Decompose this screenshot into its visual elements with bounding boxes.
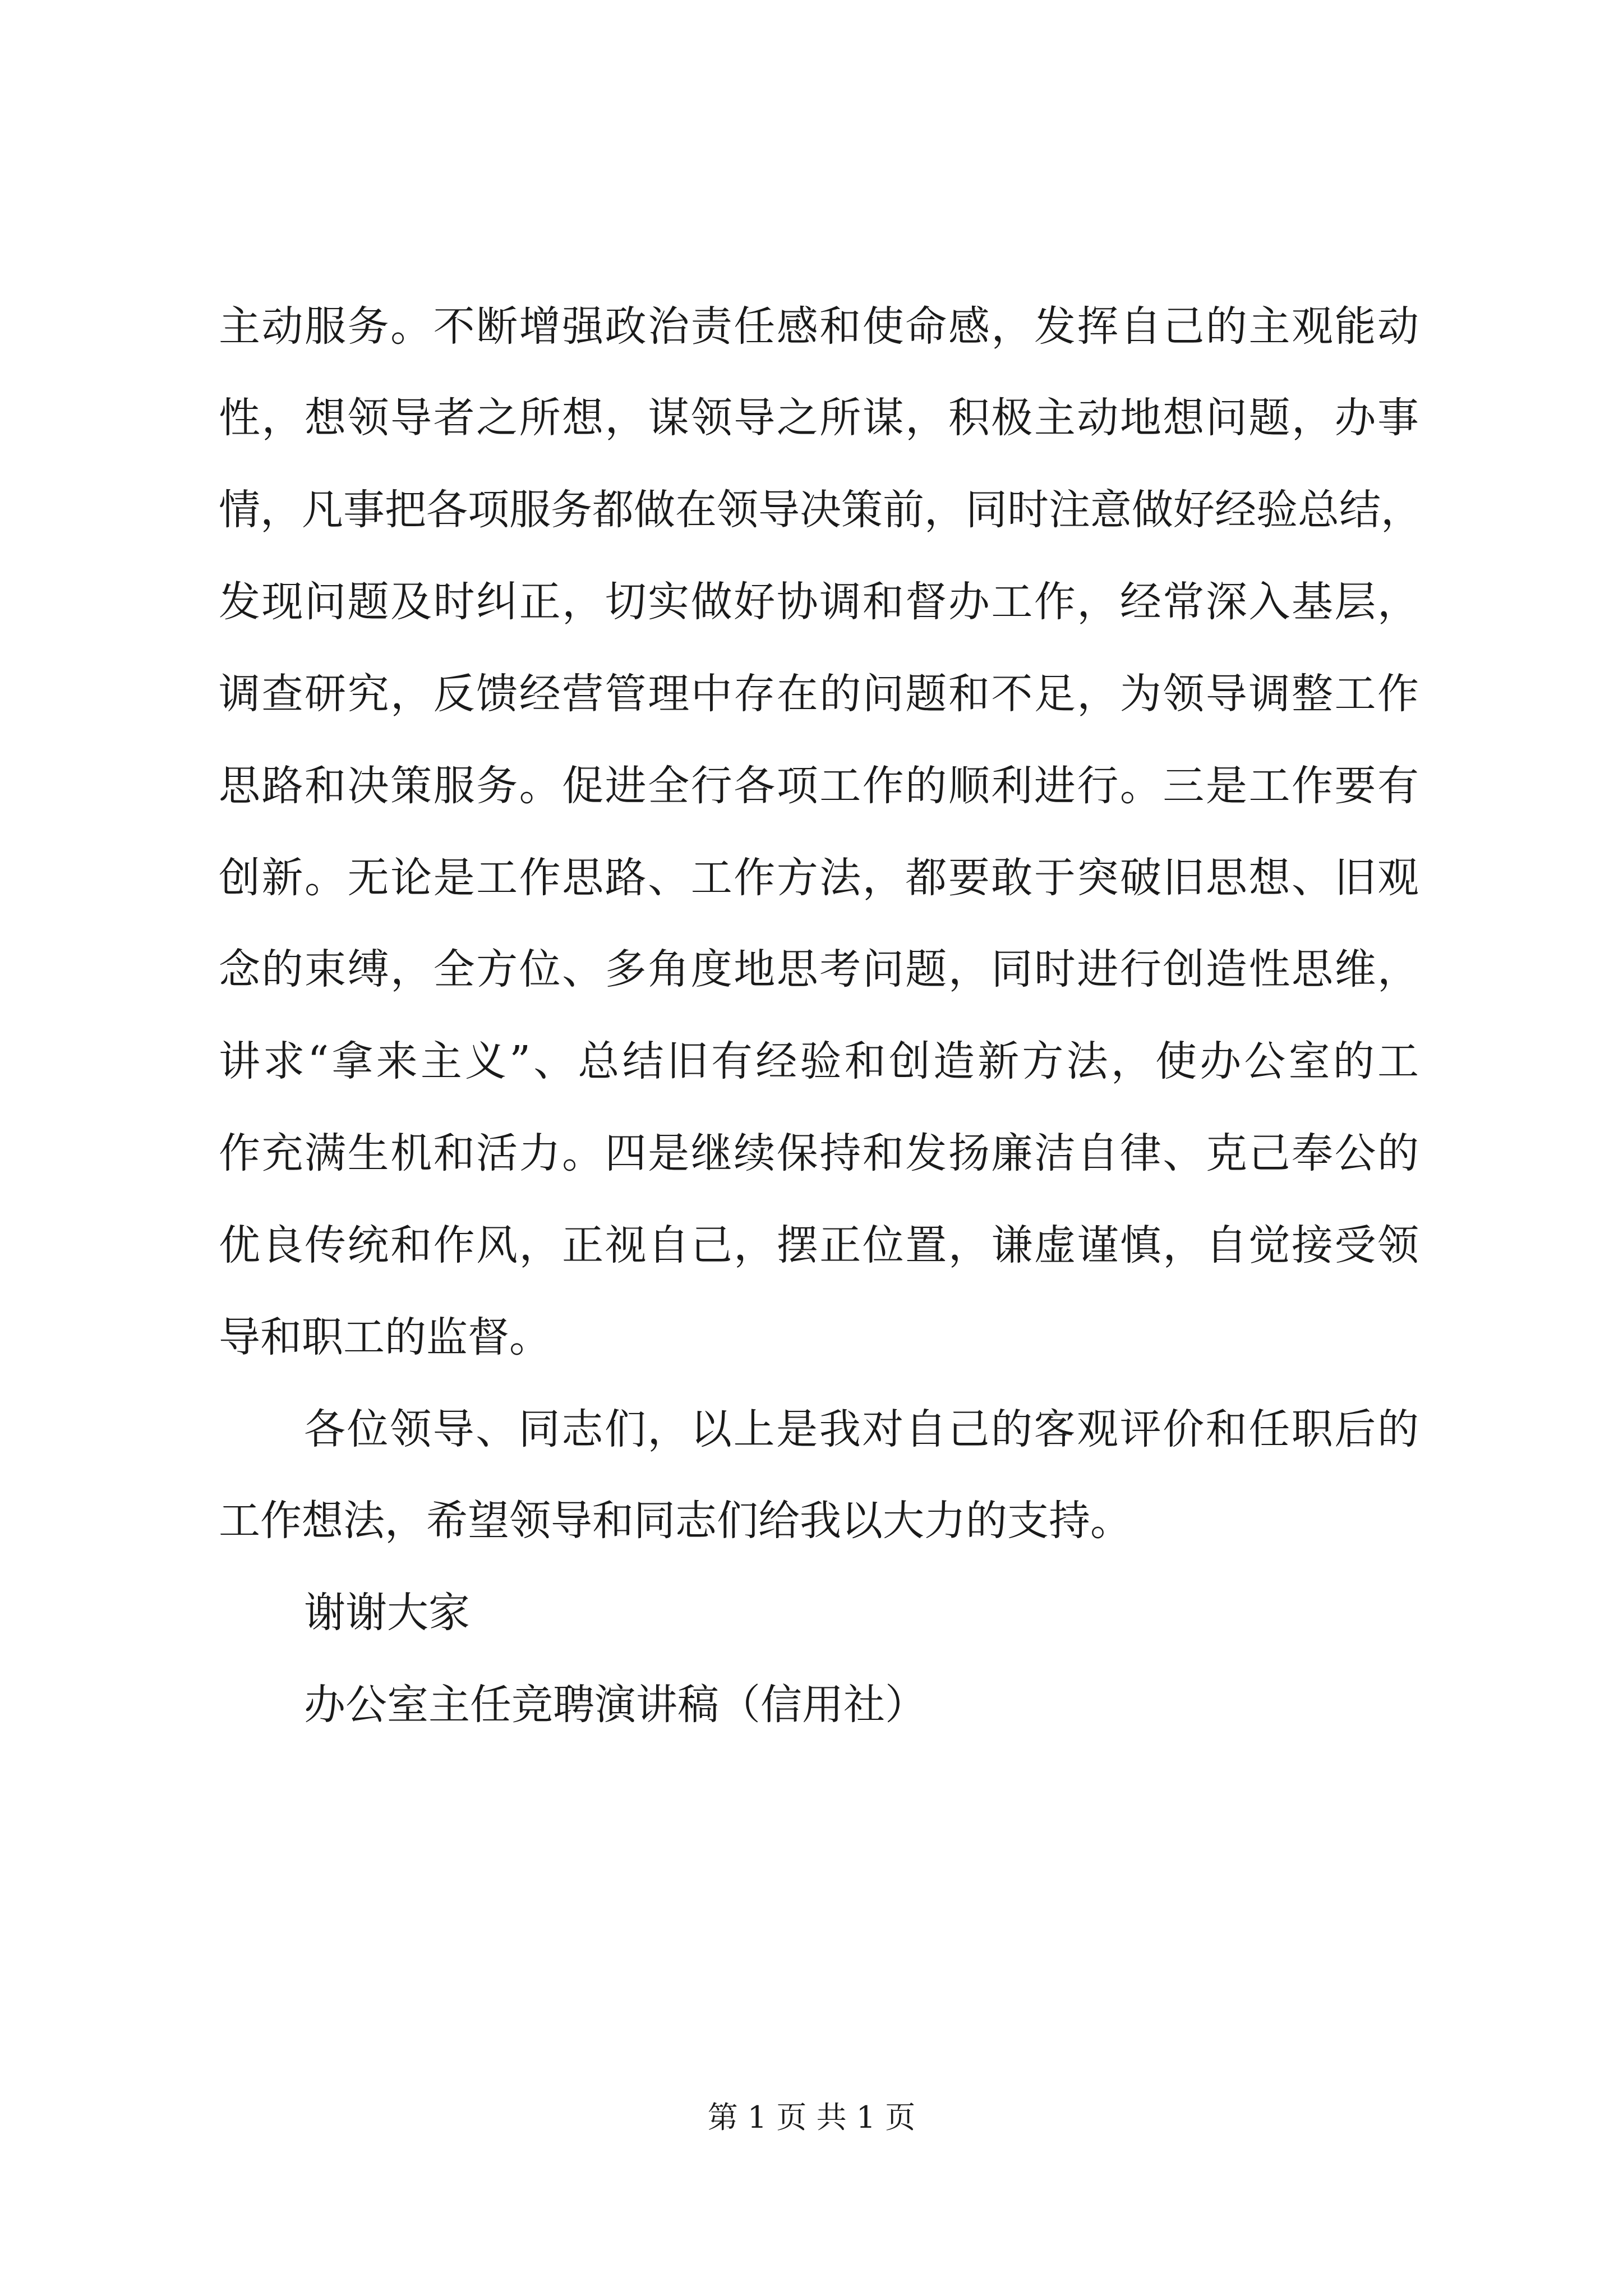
paragraph-line: 主动服务。不断增强政治责任感和使命感，发挥自己的主观能动 [219,302,1419,351]
paragraph-line: 讲求“拿来主义”、总结旧有经验和创造新方法，使办公室的工 [219,1037,1419,1085]
closing-line: 谢谢大家 [304,1589,470,1637]
paragraph-line: 念的束缚，全方位、多角度地思考问题，同时进行创造性思维， [219,945,1419,993]
paragraph-line: 思路和决策服务。促进全行各项工作的顺利进行。三是工作要有 [219,762,1419,810]
page-number-footer: 第 1 页 共 1 页 [707,2100,916,2135]
paragraph-line: 各位领导、同志们，以上是我对自己的客观评价和任职后的 [304,1405,1419,1453]
paragraph-line: 创新。无论是工作思路、工作方法，都要敢于突破旧思想、旧观 [219,854,1419,902]
document-title: 办公室主任竞聘演讲稿（信用社） [304,1681,926,1729]
paragraph-line: 作充满生机和活力。四是继续保持和发扬廉洁自律、克己奉公的 [219,1129,1419,1177]
paragraph-line: 情，凡事把各项服务都做在领导决策前，同时注意做好经验总结， [219,486,1422,534]
paragraph-line: 导和职工的监督。 [219,1313,551,1361]
paragraph-line: 调查研究，反馈经营管理中存在的问题和不足，为领导调整工作 [219,670,1419,718]
paragraph-line: 发现问题及时纠正，切实做好协调和督办工作，经常深入基层， [219,578,1419,626]
paragraph-line: 性，想领导者之所想，谋领导之所谋，积极主动地想问题，办事 [219,394,1419,442]
paragraph-line: 优良传统和作风，正视自己，摆正位置，谦虚谨慎，自觉接受领 [219,1221,1419,1269]
paragraph-line: 工作想法，希望领导和同志们给我以大力的支持。 [219,1497,1132,1545]
